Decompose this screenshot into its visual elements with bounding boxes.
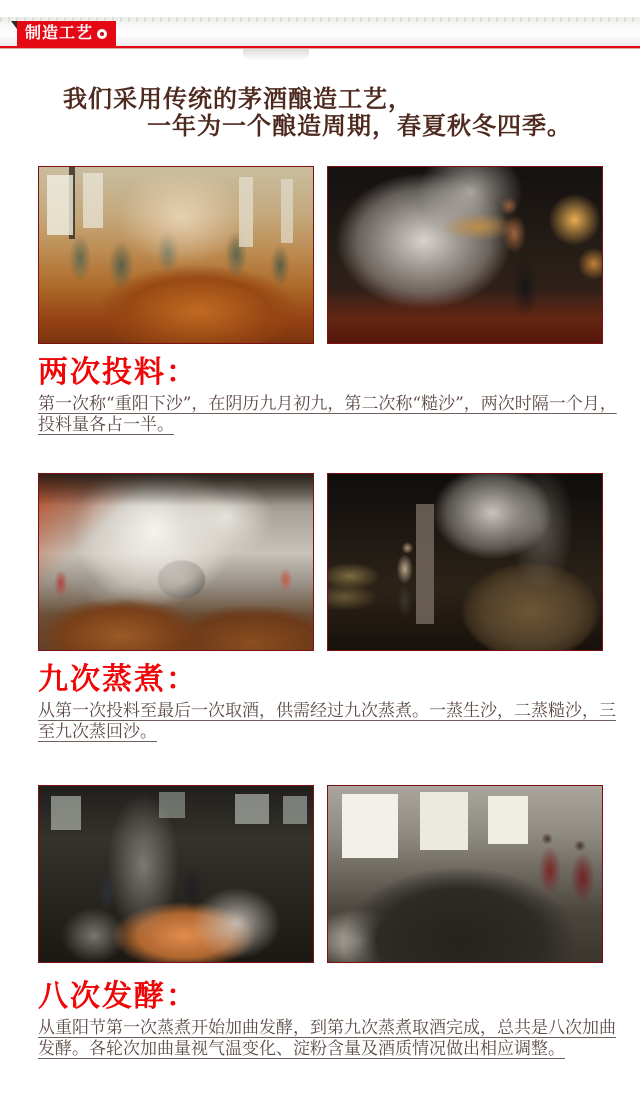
section-nine-steamings	[0, 473, 640, 743]
photo-dark-mound-workers	[327, 785, 603, 963]
tab-manufacturing-process[interactable]	[17, 21, 116, 47]
photo-row	[38, 473, 603, 651]
photo-row	[38, 785, 603, 963]
photo-steaming-vats	[38, 473, 314, 651]
section-twice-feeding	[0, 166, 640, 436]
section-eight-fermentations	[0, 785, 640, 1060]
section-heading: 八次发酵：	[38, 979, 198, 1014]
section-heading: 两次投料：	[38, 355, 198, 390]
photo-pouring-basket-steam	[327, 166, 603, 344]
tab-fold-corner	[11, 21, 17, 29]
tab-bump-shadow	[243, 49, 309, 61]
intro-title	[38, 85, 609, 139]
red-divider-line	[0, 46, 640, 48]
intro-line-2: 一年为一个酿造周期，春夏秋冬四季。	[147, 111, 572, 140]
page-content	[0, 85, 640, 1060]
page-header	[0, 0, 640, 48]
section-body: 从第一次投料至最后一次取酒，供需经过九次蒸煮。一蒸生沙，二蒸糙沙，三至九次蒸回沙。	[38, 701, 616, 742]
photo-row	[38, 166, 603, 344]
section-body: 第一次称“重阳下沙”，在阴历九月初九，第二次称“糙沙”，两次时隔一个月，投料量各占一半。	[38, 394, 617, 435]
bullet-dot-icon	[97, 29, 107, 39]
intro-line-1: 我们采用传统的茅酒酿造工艺，	[63, 84, 413, 113]
photo-round-vat-steam	[327, 473, 603, 651]
photo-shoveling-sorghum	[38, 166, 314, 344]
section-body: 从重阳节第一次蒸煮开始加曲发酵，到第九次蒸煮取酒完成，总共是八次加曲发酵。各轮次加曲量视气温变化、淀粉含量及酒质情况做出相应调整。	[38, 1018, 616, 1059]
tab-label: 制造工艺	[25, 25, 94, 42]
section-heading: 九次蒸煮：	[38, 662, 198, 697]
photo-turning-grain-smoke	[38, 785, 314, 963]
